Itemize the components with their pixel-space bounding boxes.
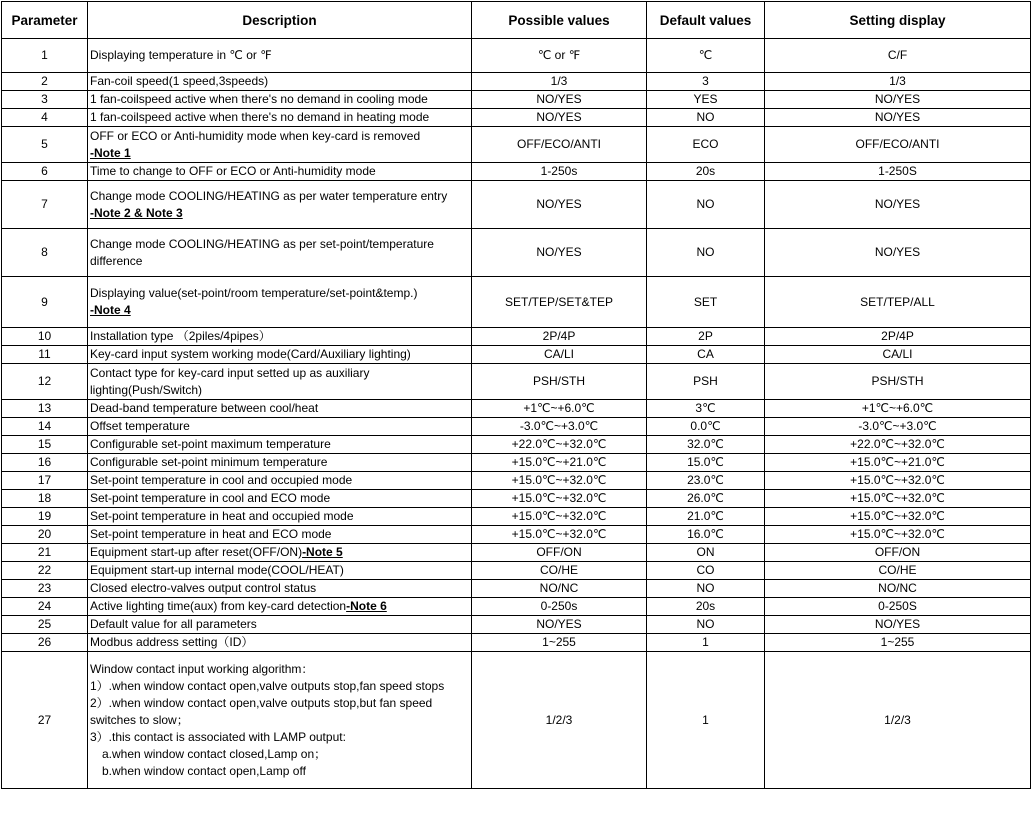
setting-display: PSH/STH: [765, 364, 1031, 400]
table-row: [2, 508, 1031, 526]
parameter-description: [88, 127, 472, 163]
parameter-description: [88, 109, 472, 127]
table-row: [2, 418, 1031, 436]
possible-values: NO/NC: [472, 580, 647, 598]
parameter-description: [88, 508, 472, 526]
description-text: Change mode COOLING/HEATING as per set-point/temperature difference: [90, 236, 434, 268]
parameter-number: 16: [2, 454, 88, 472]
default-value: 3: [647, 73, 765, 91]
possible-values: NO/YES: [472, 181, 647, 229]
parameter-description: [88, 454, 472, 472]
parameter-description: [88, 277, 472, 328]
note-reference: -Note 4: [90, 303, 131, 317]
description-line: 3）.this contact is associated with LAMP output:: [90, 729, 346, 744]
default-value: 3℃: [647, 400, 765, 418]
setting-display: C/F: [765, 39, 1031, 73]
possible-values: 0-250s: [472, 598, 647, 616]
note-reference: -Note 2 & Note 3: [90, 205, 183, 220]
description-text: Fan-coil speed(1 speed,3speeds): [90, 74, 269, 88]
parameter-description: [88, 652, 472, 789]
parameter-description: [88, 400, 472, 418]
description-line: a.when window contact closed,Lamp on；: [102, 746, 327, 761]
setting-display: 2P/4P: [765, 328, 1031, 346]
default-value: 2P: [647, 328, 765, 346]
table-row: [2, 400, 1031, 418]
description-text: Modbus address setting（ID）: [90, 635, 254, 649]
description-text: 1 fan-coilspeed active when there's no demand in cooling mode: [90, 92, 428, 106]
parameter-number: 19: [2, 508, 88, 526]
possible-values: 1/2/3: [472, 652, 647, 789]
setting-display: 1-250S: [765, 163, 1031, 181]
setting-display: CA/LI: [765, 346, 1031, 364]
default-value: 32.0℃: [647, 436, 765, 454]
description-text: Contact type for key-card input setted up as auxiliary lighting(Push/Switch): [90, 365, 370, 397]
default-value: 26.0℃: [647, 490, 765, 508]
parameter-description: [88, 418, 472, 436]
parameter-number: 21: [2, 544, 88, 562]
description-text: Offset temperature: [90, 419, 190, 433]
parameter-number: 11: [2, 346, 88, 364]
setting-display: +15.0℃~+21.0℃: [765, 454, 1031, 472]
setting-display: NO/YES: [765, 181, 1031, 229]
header-row: [2, 2, 1031, 39]
setting-display: SET/TEP/ALL: [765, 277, 1031, 328]
possible-values: OFF/ON: [472, 544, 647, 562]
parameter-number: 12: [2, 364, 88, 400]
parameter-number: 27: [2, 652, 88, 789]
default-value: 1: [647, 652, 765, 789]
setting-display: 1~255: [765, 634, 1031, 652]
parameter-number: 20: [2, 526, 88, 544]
parameter-number: 25: [2, 616, 88, 634]
description-line: b.when window contact open,Lamp off: [102, 763, 306, 778]
default-value: 20s: [647, 163, 765, 181]
table-row: [2, 472, 1031, 490]
parameter-number: 3: [2, 91, 88, 109]
table-body: [2, 39, 1031, 789]
parameter-description: [88, 526, 472, 544]
possible-values: +1℃~+6.0℃: [472, 400, 647, 418]
description-text: 1 fan-coilspeed active when there's no demand in heating mode: [90, 110, 430, 124]
table-row: [2, 73, 1031, 91]
description-text: Closed electro-valves output control status: [90, 581, 317, 595]
possible-values: OFF/ECO/ANTI: [472, 127, 647, 163]
description-text: Set-point temperature in cool and occupied mode: [90, 473, 353, 487]
default-value: 15.0℃: [647, 454, 765, 472]
parameter-number: 23: [2, 580, 88, 598]
parameter-number: 26: [2, 634, 88, 652]
description-text: OFF or ECO or Anti-humidity mode when key-card is removed: [90, 128, 421, 143]
possible-values: NO/YES: [472, 109, 647, 127]
possible-values: -3.0℃~+3.0℃: [472, 418, 647, 436]
parameter-number: 6: [2, 163, 88, 181]
possible-values: 1/3: [472, 73, 647, 91]
parameter-description: [88, 181, 472, 229]
description-text: Configurable set-point maximum temperature: [90, 437, 331, 451]
setting-display: CO/HE: [765, 562, 1031, 580]
parameter-description: [88, 562, 472, 580]
possible-values: +15.0℃~+32.0℃: [472, 490, 647, 508]
default-value: NO: [647, 580, 765, 598]
note-reference: -Note 5: [302, 545, 343, 559]
description-line: 1）.when window contact open,valve outputs stop,fan speed stops: [90, 678, 445, 693]
setting-display: +15.0℃~+32.0℃: [765, 526, 1031, 544]
parameter-description: [88, 616, 472, 634]
table-row: [2, 39, 1031, 73]
header-possible-values: Possible values: [472, 2, 647, 39]
setting-display: NO/YES: [765, 229, 1031, 277]
description-text: Key-card input system working mode(Card/Auxiliary lighting): [90, 347, 411, 361]
table-row: [2, 163, 1031, 181]
table-row: [2, 580, 1031, 598]
parameter-number: 14: [2, 418, 88, 436]
parameter-description: [88, 472, 472, 490]
setting-display: NO/NC: [765, 580, 1031, 598]
parameter-number: 9: [2, 277, 88, 328]
description-text: Dead-band temperature between cool/heat: [90, 401, 319, 415]
description-line: 2）.when window contact open,valve outputs stop,but fan speed: [90, 695, 433, 710]
default-value: SET: [647, 277, 765, 328]
possible-values: 1~255: [472, 634, 647, 652]
parameter-number: 1: [2, 39, 88, 73]
parameter-description: [88, 598, 472, 616]
setting-display: OFF/ON: [765, 544, 1031, 562]
possible-values: +15.0℃~+32.0℃: [472, 526, 647, 544]
setting-display: NO/YES: [765, 91, 1031, 109]
table-row: [2, 634, 1031, 652]
parameter-description: [88, 91, 472, 109]
description-text: Set-point temperature in heat and occupied mode: [90, 509, 354, 523]
possible-values: PSH/STH: [472, 364, 647, 400]
default-value: YES: [647, 91, 765, 109]
description-text: Installation type （2piles/4pipes）: [90, 329, 271, 343]
parameter-number: 15: [2, 436, 88, 454]
parameter-description: [88, 364, 472, 400]
table-row: [2, 616, 1031, 634]
possible-values: SET/TEP/SET&TEP: [472, 277, 647, 328]
parameter-description: [88, 163, 472, 181]
possible-values: CA/LI: [472, 346, 647, 364]
description-text: Change mode COOLING/HEATING as per water temperature entry: [90, 188, 448, 203]
description-text: Active lighting time(aux) from key-card detection: [90, 599, 347, 613]
description-text: Equipment start-up internal mode(COOL/HEAT): [90, 563, 344, 577]
default-value: 21.0℃: [647, 508, 765, 526]
possible-values: +15.0℃~+32.0℃: [472, 508, 647, 526]
default-value: CO: [647, 562, 765, 580]
possible-values: NO/YES: [472, 229, 647, 277]
possible-values: 2P/4P: [472, 328, 647, 346]
header-description: Description: [88, 2, 472, 39]
table-row: [2, 181, 1031, 229]
default-value: ON: [647, 544, 765, 562]
parameter-description: [88, 229, 472, 277]
default-value: NO: [647, 229, 765, 277]
table-row: [2, 346, 1031, 364]
parameter-description: [88, 73, 472, 91]
setting-display: +15.0℃~+32.0℃: [765, 472, 1031, 490]
setting-display: OFF/ECO/ANTI: [765, 127, 1031, 163]
parameter-number: 5: [2, 127, 88, 163]
setting-display: +15.0℃~+32.0℃: [765, 490, 1031, 508]
possible-values: ℃ or ℉: [472, 39, 647, 73]
default-value: NO: [647, 616, 765, 634]
default-value: PSH: [647, 364, 765, 400]
header-parameter: Parameter: [2, 2, 88, 39]
table-row: [2, 364, 1031, 400]
description-text: Default value for all parameters: [90, 617, 257, 631]
parameter-description: [88, 634, 472, 652]
header-default-values: Default values: [647, 2, 765, 39]
default-value: 23.0℃: [647, 472, 765, 490]
default-value: 1: [647, 634, 765, 652]
parameter-description: [88, 544, 472, 562]
possible-values: NO/YES: [472, 91, 647, 109]
table-row: [2, 652, 1031, 789]
parameter-number: 17: [2, 472, 88, 490]
description-line: Window contact input working algorithm：: [90, 661, 314, 676]
description-text: Displaying value(set-point/room temperature/set-point&temp.): [90, 286, 418, 300]
header-setting-display: Setting display: [765, 2, 1031, 39]
parameter-table: [1, 1, 1031, 789]
possible-values: +22.0℃~+32.0℃: [472, 436, 647, 454]
parameter-number: 2: [2, 73, 88, 91]
note-reference: -Note 1: [90, 145, 131, 160]
table-row: [2, 328, 1031, 346]
parameter-number: 4: [2, 109, 88, 127]
default-value: CA: [647, 346, 765, 364]
note-reference: -Note 6: [346, 599, 387, 613]
possible-values: CO/HE: [472, 562, 647, 580]
table-row: [2, 436, 1031, 454]
setting-display: -3.0℃~+3.0℃: [765, 418, 1031, 436]
setting-display: 0-250S: [765, 598, 1031, 616]
parameter-number: 8: [2, 229, 88, 277]
description-text: Equipment start-up after reset(OFF/ON): [90, 545, 303, 559]
parameter-number: 10: [2, 328, 88, 346]
default-value: 0.0℃: [647, 418, 765, 436]
description-text: Configurable set-point minimum temperature: [90, 455, 328, 469]
table-row: [2, 91, 1031, 109]
parameter-description: [88, 39, 472, 73]
setting-display: NO/YES: [765, 109, 1031, 127]
parameter-number: 13: [2, 400, 88, 418]
setting-display: 1/3: [765, 73, 1031, 91]
description-line: switches to slow；: [90, 712, 189, 727]
default-value: ECO: [647, 127, 765, 163]
setting-display: +1℃~+6.0℃: [765, 400, 1031, 418]
table-row: [2, 127, 1031, 163]
parameter-number: 22: [2, 562, 88, 580]
table-row: [2, 544, 1031, 562]
parameter-description: [88, 346, 472, 364]
table-row: [2, 229, 1031, 277]
parameter-description: [88, 436, 472, 454]
parameter-number: 7: [2, 181, 88, 229]
table-row: [2, 109, 1031, 127]
parameter-number: 18: [2, 490, 88, 508]
description-text: Set-point temperature in cool and ECO mode: [90, 491, 331, 505]
description-text: Time to change to OFF or ECO or Anti-humidity mode: [90, 164, 376, 178]
table-row: [2, 454, 1031, 472]
possible-values: NO/YES: [472, 616, 647, 634]
parameter-number: 24: [2, 598, 88, 616]
table-row: [2, 598, 1031, 616]
setting-display: NO/YES: [765, 616, 1031, 634]
table-row: [2, 562, 1031, 580]
default-value: ℃: [647, 39, 765, 73]
description-text: Displaying temperature in ℃ or ℉: [90, 48, 272, 62]
possible-values: +15.0℃~+21.0℃: [472, 454, 647, 472]
setting-display: +15.0℃~+32.0℃: [765, 508, 1031, 526]
default-value: NO: [647, 109, 765, 127]
parameter-description: [88, 580, 472, 598]
possible-values: +15.0℃~+32.0℃: [472, 472, 647, 490]
setting-display: +22.0℃~+32.0℃: [765, 436, 1031, 454]
parameter-description: [88, 490, 472, 508]
table-row: [2, 490, 1031, 508]
setting-display: 1/2/3: [765, 652, 1031, 789]
default-value: NO: [647, 181, 765, 229]
default-value: 20s: [647, 598, 765, 616]
description-text: Set-point temperature in heat and ECO mode: [90, 527, 332, 541]
parameter-description: [88, 328, 472, 346]
possible-values: 1-250s: [472, 163, 647, 181]
table-row: [2, 526, 1031, 544]
default-value: 16.0℃: [647, 526, 765, 544]
table-row: [2, 277, 1031, 328]
